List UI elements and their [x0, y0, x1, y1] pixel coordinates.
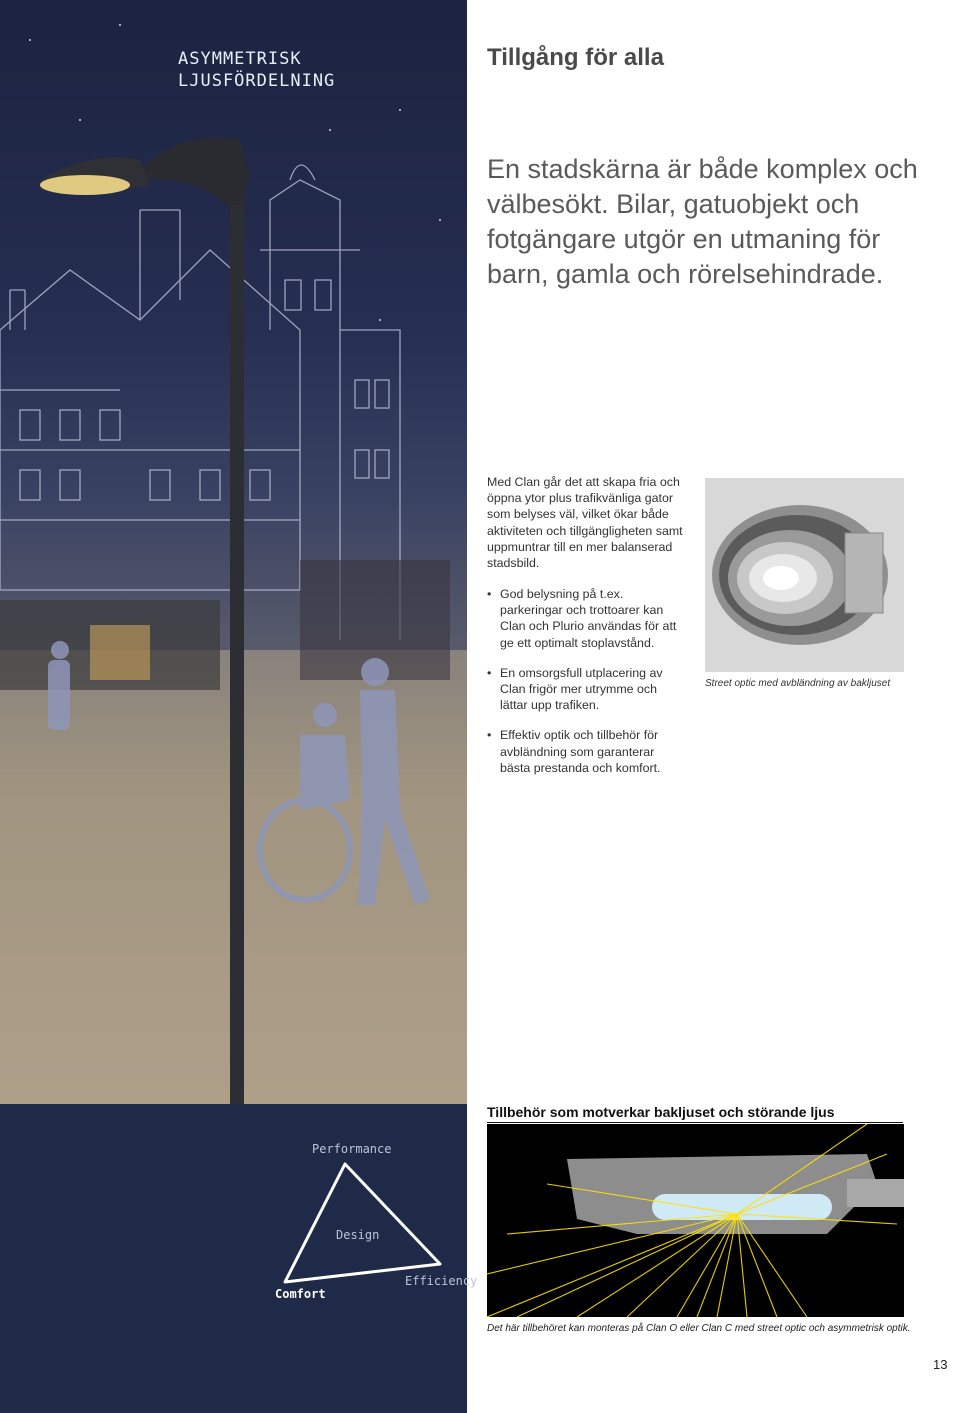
page-number: 13 — [933, 1357, 948, 1372]
page-title: Tillgång för alla — [487, 44, 664, 71]
feature-list-item: • En omsorgsfull utplacering av Clan frigör mer utrymme och lättar upp trafiken. — [487, 665, 687, 714]
feature-list-item: • God belysning på t.ex. parkeringar och trottoarer kan Clan och Plurio användas för att ge ett optimalt stoplavstånd. — [487, 586, 687, 651]
feature-list-item: • Effektiv optik och tillbehör för avbländning som garanterar bästa prestanda och komfort. — [487, 727, 687, 776]
street-optic-illustration — [705, 478, 904, 672]
triangle-label-comfort: Comfort — [275, 1287, 326, 1301]
scene-heading — [178, 48, 335, 92]
diagram-caption: Det här tillbehöret kan monteras på Clan O eller Clan C med street optic och asymmetrisk optik. — [487, 1323, 911, 1334]
triangle-label-performance: Performance — [312, 1142, 392, 1156]
triangle-label-design: Design — [336, 1228, 380, 1242]
body-paragraph: Med Clan går det att skapa fria och öppna ytor plus trafikvänliga gator som belyses väl, vilket ökar både aktiviteten och tillgängligheten samt uppmuntrar till en mer balanserad stadsbild. — [487, 475, 683, 571]
street-scene-illustration — [0, 0, 467, 1104]
luminaire-beam-illustration — [487, 1124, 904, 1317]
feature-list — [487, 586, 687, 790]
accessory-title: Tillbehör som motverkar bakljuset och störande ljus — [487, 1104, 835, 1120]
lead-paragraph: En stadskärna är både komplex och välbesökt. Bilar, gatuobjekt och fotgängare utgör en utmaning för barn, gamla och rörelsehindrade. — [487, 154, 918, 289]
triangle-label-efficiency: Efficiency — [405, 1274, 478, 1288]
scene-heading-line1: ASYMMETRISK — [178, 49, 302, 69]
triangle-panel — [0, 1104, 478, 1413]
triangle-diagram — [0, 1104, 467, 1413]
street-optic-photo — [705, 478, 904, 672]
optic-caption: Street optic med avbländning av bakljuset — [705, 678, 891, 689]
scene-heading-line2: LJUSFÖRDELNING — [178, 71, 336, 91]
street-scene-image — [0, 0, 467, 1104]
accessory-light-diagram — [487, 1124, 904, 1317]
title-divider — [487, 1122, 903, 1123]
